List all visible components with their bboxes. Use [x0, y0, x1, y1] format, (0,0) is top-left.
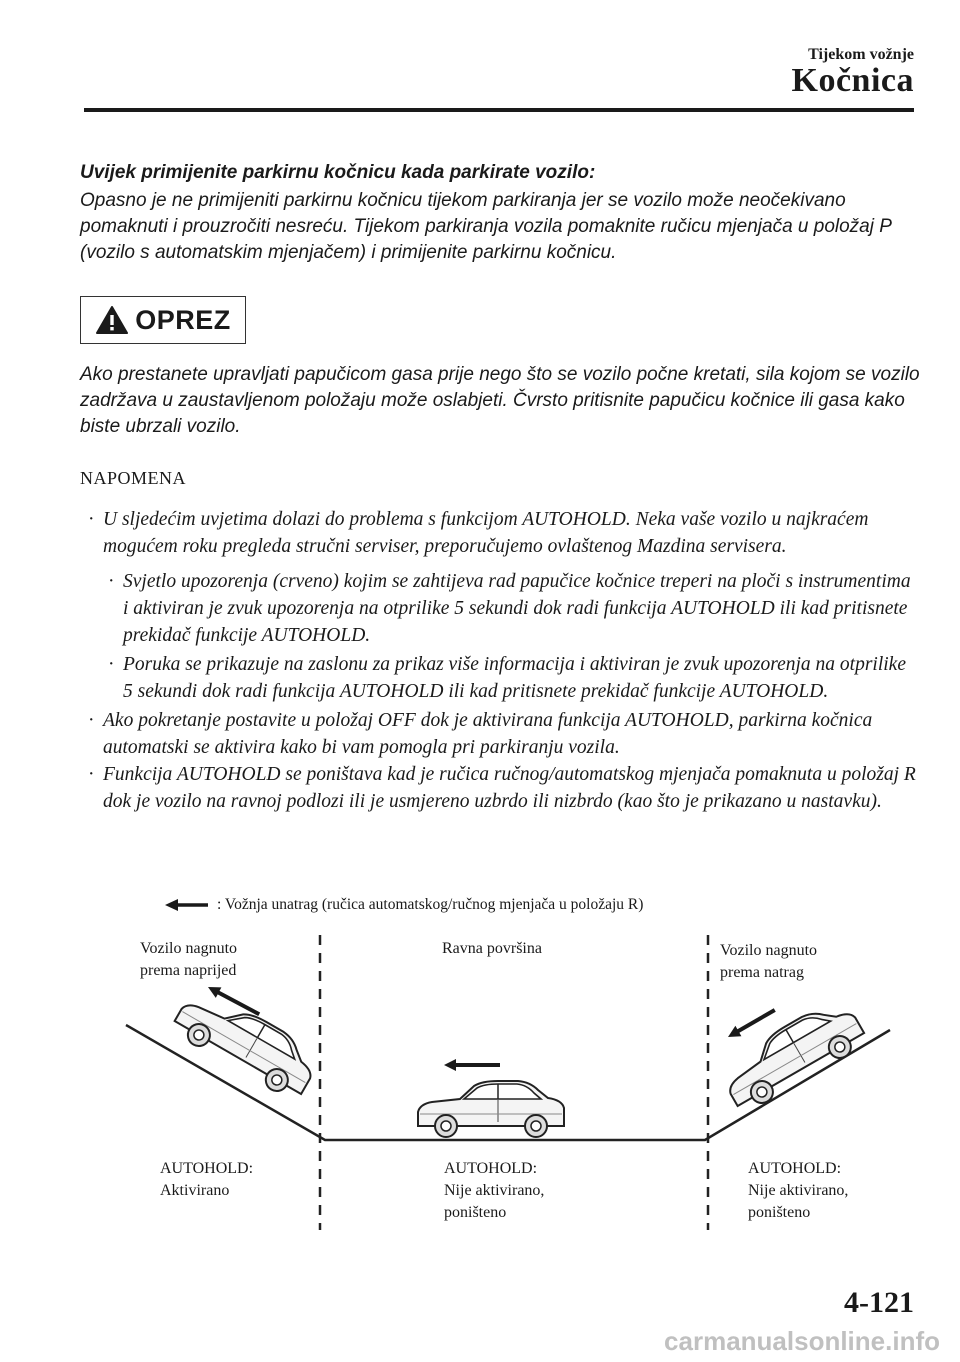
car-uphill: [715, 994, 869, 1115]
panel-status-forward: AUTOHOLD: Aktivirano: [160, 1160, 254, 1199]
warning-body: Opasno je ne primijeniti parkirnu kočnicu tijekom parkiranja jer se vozilo može neočekivano pomaknuti i prouzročiti nesreću. Tijekom parkiranja vozila pomaknite ručicu mjenjača u položaj P (vozilo s automatskim mjenjačem) i primijenite parkirnu kočnicu.: [80, 190, 892, 263]
list-item: · Ako pokretanje postavite u položaj OFF dok je aktivirana funkcija AUTOHOLD, parkirna kočnica automatski se aktivira kako bi vam pomogla pri parkiranju vozila.: [80, 707, 920, 761]
note-bullet-list: [80, 506, 920, 815]
reverse-arrow-flat: [444, 1059, 500, 1071]
list-item: · Funkcija AUTOHOLD se poništava kad je ručica ručnog/automatskog mjenjača pomaknuta u položaj R dok je vozilo na ravnoj podlozi ili je usmjereno uzbrdo ili nizbrdo (kao što je prikazano u nastavku).: [80, 761, 920, 815]
car-flat: [418, 1081, 564, 1137]
note-title: NAPOMENA: [80, 468, 187, 488]
panel-title-flat: Ravna površina: [442, 940, 542, 957]
caution-body: Ako prestanete upravljati papučicom gasa prije nego što se vozilo počne kretati, sila kojom se vozilo zadržava u zaustavljenom položaju može oslabjeti. Čvrsto pritisnite papučicu kočnice ili gasa kako biste ubrzali vozilo.: [80, 364, 920, 437]
watermark: carmanualsonline.info: [664, 1326, 940, 1356]
figure-legend: [165, 896, 643, 914]
page-number: 4-121: [844, 1286, 914, 1319]
page-title: Kočnica: [791, 62, 914, 99]
list-item: · U sljedećim uvjetima dolazi do problema s funkcijom AUTOHOLD. Neka vaše vozilo u najkraćem mogućem roku pregleda stručni serviser, preporučujemo ovlaštenog Mazdina servisera.: [80, 506, 920, 560]
warning-title: Uvijek primijenite parkirnu kočnicu kada parkirate vozilo:: [80, 162, 596, 183]
reverse-arrow-icon: [165, 898, 209, 912]
list-item: · Poruka se prikazuje na zaslonu za prikaz više informacija i aktiviran je zvuk upozorenja na otprilike 5 sekundi dok radi funkcija AUTOHOLD ili kad pritisnete prekidač funkcije AUTOHOLD.: [80, 651, 920, 705]
caution-label: OPREZ: [135, 304, 231, 335]
warning-triangle-icon: [95, 305, 129, 335]
panel-status-backward: AUTOHOLD: Nije aktivirano, poništeno: [748, 1160, 849, 1221]
panel-title-backward: Vozilo nagnuto prema natrag: [720, 942, 818, 981]
reverse-arrow-uphill: [725, 1005, 778, 1042]
figure-legend-text: : Vožnja unatrag (ručica automatskog/ručnog mjenjača u položaju R): [217, 896, 644, 913]
car-downhill: [169, 982, 323, 1103]
section-label: Tijekom vožnje: [808, 46, 914, 63]
panel-status-flat: AUTOHOLD: Nije aktivirano, poništeno: [444, 1160, 545, 1221]
header-rule: [84, 108, 914, 112]
panel-title-forward: Vozilo nagnuto prema naprijed: [140, 940, 238, 979]
list-item: · Svjetlo upozorenja (crveno) kojim se zahtijeva rad papučice kočnice treperi na ploči s instrumentima i aktiviran je zvuk upozorenja na otprilike 5 sekundi dok radi funkcija AUTOHOLD ili kad pritisnete prekidač funkcije AUTOHOLD.: [80, 568, 920, 649]
caution-badge: [80, 296, 246, 344]
